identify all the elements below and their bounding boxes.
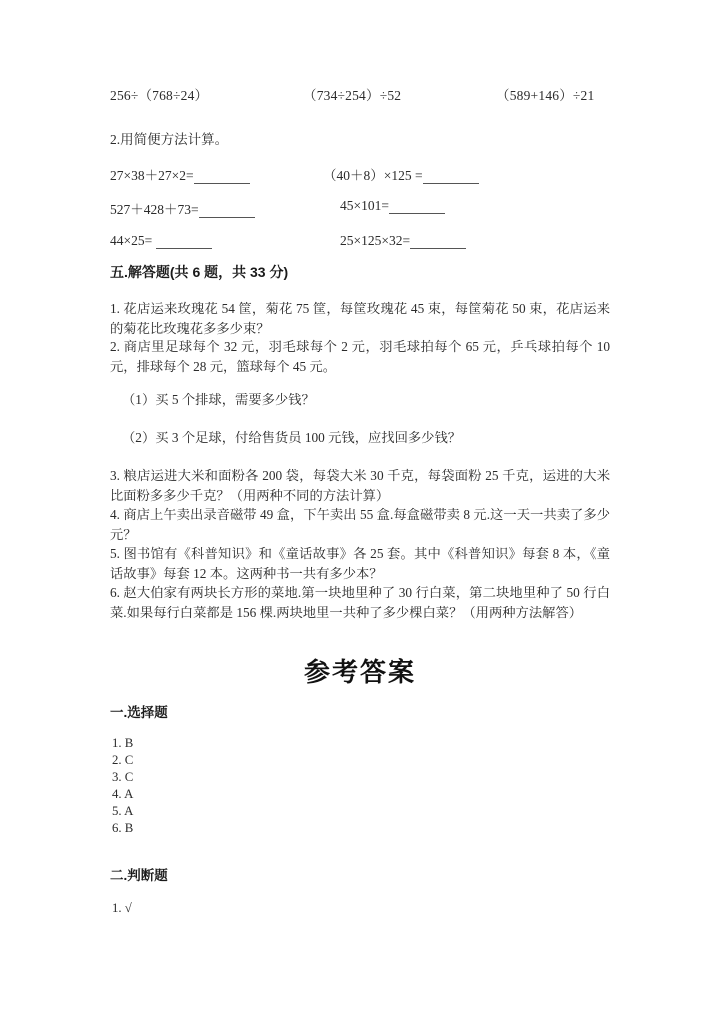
computation-expression-3: （589+146）÷21 <box>496 88 595 103</box>
answer-item: 5. A <box>112 804 134 818</box>
simplify-expr-1: 27×38＋27×2= <box>110 168 194 183</box>
question-5: 5. 图书馆有《科普知识》和《童话故事》各 25 套。其中《科普知识》每套 8 本，《童话故事》每套 12 本。这两种书一共有多少本？ <box>110 546 610 581</box>
simplify-row-2-left <box>110 198 305 218</box>
simplify-row-3 <box>110 233 610 249</box>
answer-item: 6. B <box>112 821 134 835</box>
simplify-expr-5: 44×25= <box>110 233 156 248</box>
answer-blank-3[interactable] <box>199 204 255 218</box>
simplify-row-2 <box>110 198 610 218</box>
simplify-expr-3: 527＋428＋73= <box>110 202 199 217</box>
answer-item: 3. C <box>112 770 134 784</box>
question-3: 3. 粮店运进大米和面粉各 200 袋，每袋大米 30 千克，每袋面粉 25 千克，运进的大米比面粉多多少千克？（用两种不同的方法计算） <box>110 468 610 503</box>
question-4: 4. 商店上午卖出录音磁带 49 盒，下午卖出 55 盒.每盒磁带卖 8 元.这一天一共卖了多少元？ <box>110 507 610 542</box>
simplify-row-1-left <box>110 164 305 184</box>
simplify-row-3-left <box>110 233 305 249</box>
answer-item: 4. A <box>112 787 134 801</box>
question-6: 6. 赵大伯家有两块长方形的菜地.第一块地里种了 30 行白菜，第二块地里种了 50 行白菜.如果每行白菜都是 156 棵.两块地里一共种了多少棵白菜？（用两种方法解答） <box>110 585 610 620</box>
answers-list-1 <box>112 735 133 837</box>
computation-expression-1: 256÷（768÷24） <box>110 88 209 103</box>
simplify-row-2-right <box>305 198 445 218</box>
answer-blank-1[interactable] <box>194 170 250 184</box>
simplify-row-3-right <box>305 233 466 249</box>
answers-group-heading-2: 二.判断题 <box>110 868 168 883</box>
answer-item: 1. B <box>112 736 134 750</box>
answer-blank-4[interactable] <box>389 200 445 214</box>
computation-expression-row <box>110 84 610 104</box>
answer-blank-5[interactable] <box>156 235 212 249</box>
question-1: 1. 花店运来玫瑰花 54 筐，菊花 75 筐，每筐玫瑰花 45 束，每筐菊花 50 束，花店运来的菊花比玫瑰花多多少束？ <box>110 301 610 336</box>
simplify-expr-6: 25×125×32= <box>340 233 411 248</box>
answer-item: 1. √ <box>112 901 132 915</box>
answers-list-2 <box>112 900 132 917</box>
simplify-heading: 2.用简便方法计算。 <box>110 132 229 147</box>
simplify-expr-2: （40＋8）×125 = <box>323 168 423 183</box>
simplify-row-1 <box>110 164 610 184</box>
answer-blank-2[interactable] <box>423 170 479 184</box>
answer-blank-6[interactable] <box>410 235 466 249</box>
section-heading-answer-questions: 五.解答题(共 6 题，共 33 分) <box>110 264 289 280</box>
computation-expression-2: （734÷254）÷52 <box>303 88 402 103</box>
simplify-expr-4: 45×101= <box>340 198 389 213</box>
question-2: 2. 商店里足球每个 32 元，羽毛球每个 2 元，羽毛球拍每个 65 元，乒乓球拍每个 10 元，排球每个 28 元，篮球每个 45 元。 <box>110 339 610 374</box>
reference-answers-title: 参考答案 <box>303 657 416 687</box>
question-2-sub-1: （1）买 5 个排球，需要多少钱？ <box>122 392 315 407</box>
answer-item: 2. C <box>112 753 134 767</box>
answers-group-heading-1: 一.选择题 <box>110 705 168 720</box>
simplify-row-1-right <box>305 164 479 184</box>
question-2-sub-2: （2）买 3 个足球，付给售货员 100 元钱，应找回多少钱？ <box>122 430 462 445</box>
